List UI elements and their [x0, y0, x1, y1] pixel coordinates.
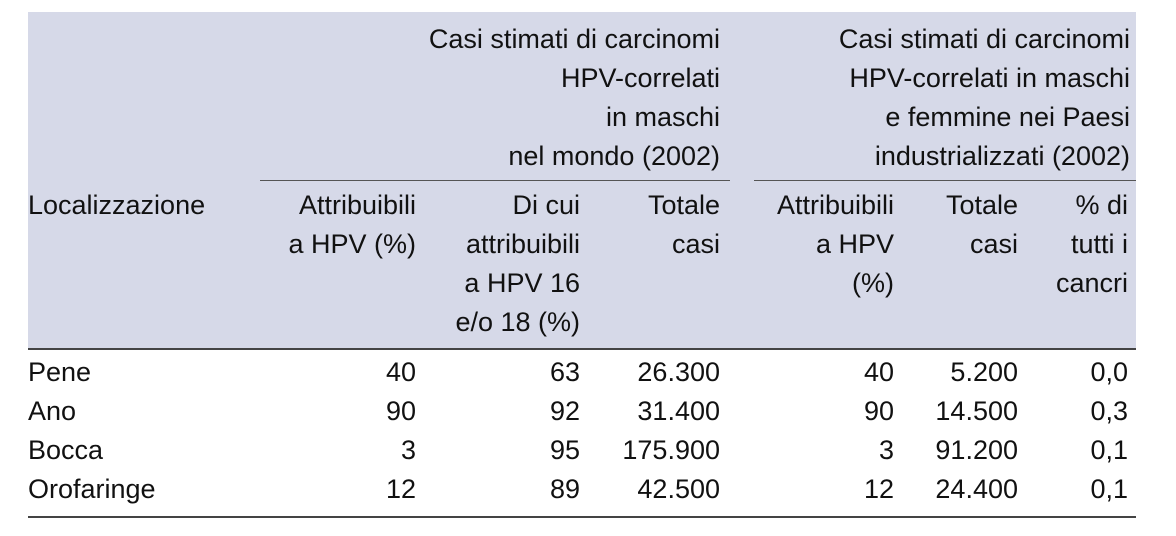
table-cell-tot-world: 26.300	[637, 357, 720, 387]
table-bottom-rule	[28, 516, 1136, 518]
table-cell-pct: 0,0	[1090, 357, 1128, 387]
table-cell-tot-world: 31.400	[637, 396, 720, 426]
table-cell-tot-world: 175.900	[622, 435, 720, 465]
table-cell-hpv1618: 89	[549, 474, 580, 504]
col-header-line: Totale	[647, 190, 720, 220]
table-cell-tot-ind: 91.200	[935, 435, 1018, 465]
table-cell-tot-ind: 5.200	[950, 357, 1018, 387]
group-industrial-rule	[754, 180, 1136, 181]
group-world-rule	[260, 180, 730, 181]
col-header-line: (%)	[852, 268, 894, 298]
col-header-line: a HPV (%)	[288, 229, 416, 259]
table-cell-attr-world: 90	[385, 396, 416, 426]
table-cell-pct: 0,3	[1090, 396, 1128, 426]
table-cell-loc: Bocca	[28, 435, 104, 465]
group-header-industrial-line: HPV-correlati in maschi	[849, 63, 1130, 93]
table-cell-tot-world: 42.500	[637, 474, 720, 504]
group-header-world-line: Casi stimati di carcinomi	[428, 24, 720, 54]
table-cell-loc: Ano	[28, 396, 77, 426]
table-cell-tot-ind: 14.500	[935, 396, 1018, 426]
table-cell-attr-ind: 90	[863, 396, 894, 426]
col-header-pct-cancri	[928, 186, 1128, 303]
table-cell-pct: 0,1	[1090, 435, 1128, 465]
table-cell-attr-ind: 12	[863, 474, 894, 504]
col-header-line: a HPV 16	[464, 268, 580, 298]
table-cell-attr-world: 3	[400, 435, 416, 465]
group-header-world-line: nel mondo (2002)	[508, 141, 720, 171]
group-header-industrial	[730, 20, 1130, 176]
group-header-world-line: HPV-correlati	[560, 63, 720, 93]
group-header-world-line: in maschi	[605, 102, 720, 132]
col-header-line: cancri	[1055, 268, 1128, 298]
group-header-industrial-line: industrializzati (2002)	[874, 141, 1130, 171]
table-cell-tot-ind: 24.400	[935, 474, 1018, 504]
col-header-localizzazione: Localizzazione	[28, 190, 206, 220]
table-cell-attr-world: 12	[385, 474, 416, 504]
table-cell-loc: Pene	[28, 357, 92, 387]
table-cell-attr-world: 40	[385, 357, 416, 387]
col-header-line: Attribuibili	[776, 190, 894, 220]
col-header-line: e/o 18 (%)	[455, 307, 580, 337]
table-cell-hpv1618: 95	[549, 435, 580, 465]
col-header-line: casi	[671, 229, 720, 259]
col-header-line: Di cui	[512, 190, 580, 220]
table-cell-attr-ind: 3	[878, 435, 894, 465]
col-header-line: a HPV	[815, 229, 894, 259]
group-header-world	[320, 20, 720, 176]
col-header-line: tutti i	[1070, 229, 1128, 259]
col-header-line: casi	[969, 229, 1018, 259]
group-header-industrial-line: e femmine nei Paesi	[885, 102, 1130, 132]
col-header-line: attribuibili	[465, 229, 580, 259]
table-cell-pct: 0,1	[1090, 474, 1128, 504]
table-cell-hpv1618: 92	[549, 396, 580, 426]
header-bottom-rule	[28, 348, 1136, 350]
col-header-line: Attribuibili	[298, 190, 416, 220]
col-header-totale-world	[520, 186, 720, 264]
col-header-line: Totale	[945, 190, 1018, 220]
table-cell-hpv1618: 63	[549, 357, 580, 387]
table-cell-attr-ind: 40	[863, 357, 894, 387]
table-cell-loc: Orofaringe	[28, 474, 156, 504]
col-header-line: % di	[1075, 190, 1128, 220]
group-header-industrial-line: Casi stimati di carcinomi	[838, 24, 1130, 54]
